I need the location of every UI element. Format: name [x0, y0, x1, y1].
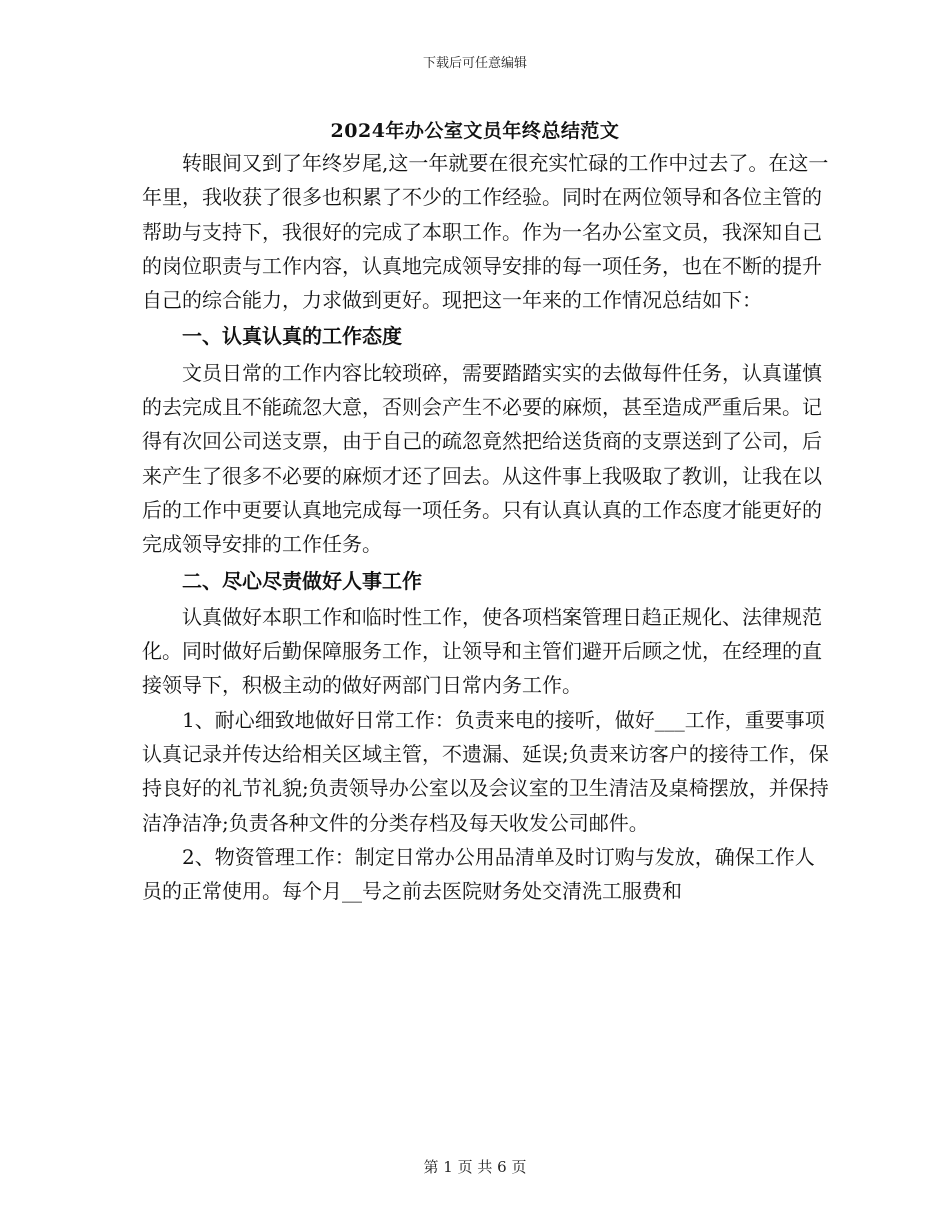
header-note: 下载后可任意编辑: [422, 56, 527, 71]
section-2-paragraph: 认真做好本职工作和临时性工作，使各项档案管理日趋正规化、法律规范化。同时做好后勤保障服务工作，让领导和主管们避开后顾之忧，在经理的直接领导下，积极主动的做好两部门日常内务工作。: [142, 604, 822, 698]
document-body: [142, 146, 832, 909]
intro-paragraph: 转眼间又到了年终岁尾,这一年就要在很充实忙碌的工作中过去了。在这一年里，我收获了很多也积累了不少的工作经验。同时在两位领导和各位主管的帮助与支持下，我很好的完成了本职工作。作为一名办公室文员，我深知自己的岗位职责与工作内容，认真地完成领导安排的每一项任务，也在不断的提升自己的综合能力，力求做到更好。现把这一年来的工作情况总结如下：: [142, 151, 829, 313]
section-heading-1: 一、认真认真的工作态度: [182, 324, 402, 349]
section-1-paragraph: 文员日常的工作内容比较琐碎，需要踏踏实实的去做每件任务，认真谨慎的去完成且不能疏忽大意，否则会产生不必要的麻烦，甚至造成严重后果。记得有次回公司送支票，由于自己的疏忽竟然把给送货商的支票送到了公司，后来产生了很多不必要的麻烦才还了回去。从这件事上我吸取了教训，让我在以后的工作中更要认真地完成每一项任务。只有认真认真的工作态度才能更好的完成领导安排的工作任务。: [142, 360, 822, 557]
list-item-2: 2、物资管理工作：制定日常办公用品清单及时订购与发放，确保工作人员的正常使用。每个月__号之前去医院财务处交清洗工服费和: [142, 844, 815, 904]
section-heading-2: 二、尽心尽责做好人事工作: [182, 568, 422, 593]
page-footer: 第 1 页 共 6 页: [423, 1158, 527, 1176]
document-title: 2024年办公室文员年终总结范文: [330, 120, 620, 142]
list-item-1: 1、耐心细致地做好日常工作：负责来电的接听，做好___工作，重要事项认真记录并传达给相关区域主管，不遗漏、延误;负责来访客户的接待工作，保持良好的礼节礼貌;负责领导办公室以及会议室的卫生清洁及桌椅摆放，并保持洁净洁净;负责各种文件的分类存档及每天收发公司邮件。: [142, 707, 829, 835]
